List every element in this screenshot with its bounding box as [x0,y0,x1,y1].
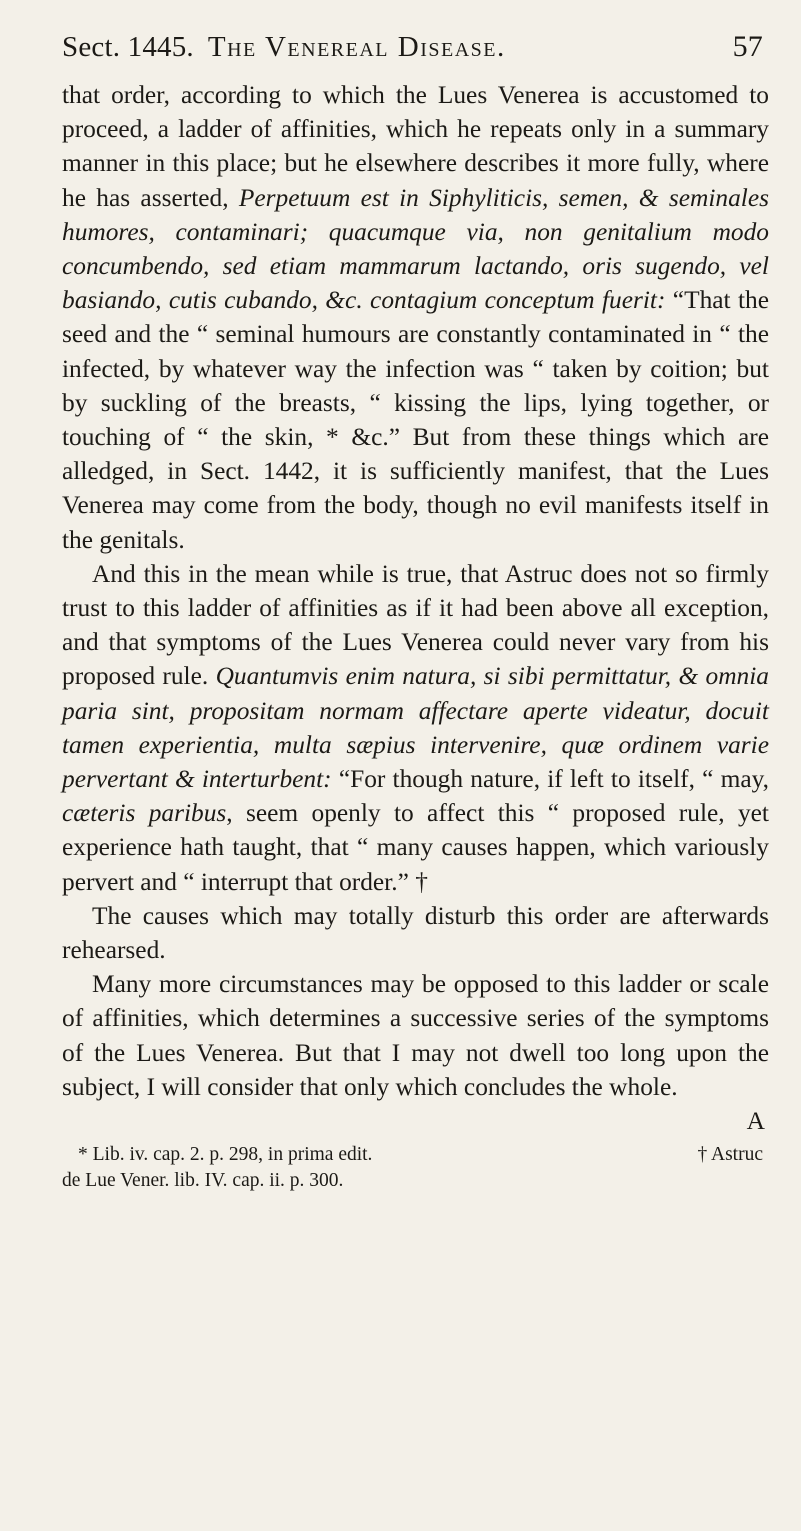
text-run: that order, according to which the Lues Venerea is accustomed to proceed, a ladder of affinities, which he repeats only in a summary manner in this place; but he elsewhere describes it more fully, where he has asserted, [62,81,769,212]
text-run: “That the seed and the “ seminal humours are constantly contaminated in “ the infected, by whatever way the infection was “ taken by coition; but by suckling of the breasts, “ kissing the lips, lying together, or touching of “ the skin, * &c.” But from these things which are alledged, in Sect. 1442, it is sufficiently manifest, that the Lues Venerea may come from the body, though no evil manifests itself in the genitals. [62,286,769,554]
latin-quotation: cæteris paribus [62,799,227,828]
body-text [62,78,769,1104]
footnote-continuation: de Lue Vener. lib. IV. cap. ii. p. 300. [62,1170,344,1192]
footnotes [62,1142,769,1194]
page-number: 57 [732,30,763,63]
footnote-dagger: † Astruc [697,1144,763,1166]
paragraph [62,967,769,1104]
running-head [62,30,769,78]
text-run: And this in the mean while is true, that Astruc does not so firmly trust to this ladder of affinities as if it had been above all exception, and that symptoms of the Lues Venerea could never vary from his proposed rule. [62,559,769,691]
catchword: A [746,1107,765,1136]
footnote-star: * Lib. iv. cap. 2. p. 298, in prima edit. [78,1144,373,1166]
running-title: The Venereal Disease. [207,31,506,63]
latin-quotation: Perpetuum est in Siphyliticis, semen, & seminales humores, contaminari; quacumque via, non genitalium modo concumbendo, sed etiam mammarum lactando, oris sugendo, vel basiando, cutis cubando, &c. contagium conceptum fuerit: [62,183,769,315]
text-run: “For though nature, if left to itself, “ may, [331,765,769,794]
paragraph [62,78,769,557]
paragraph [62,899,769,967]
text-run: The causes which may totally disturb this order are afterwards rehearsed. [62,901,769,965]
latin-quotation: Quantumvis enim natura, si sibi permittatur, & omnia paria sint, propositam normam affectare aperte videatur, docuit tamen experientia, multa sæpius intervenire, quæ ordinem varie pervertant & interturbent: [62,662,769,794]
section-number: Sect. 1445. [62,31,194,63]
text-run: , seem openly to affect this “ proposed rule, yet experience hath taught, that “ many causes happen, which variously pervert and “ interrupt that order.” † [62,799,769,896]
paragraph [62,557,769,899]
text-run: Many more circumstances may be opposed to this ladder or scale of affinities, which determines a successive series of the symptoms of the Lues Venerea. But that I may not dwell too long upon the subject, I will consider that only which concludes the whole. [62,970,769,1101]
